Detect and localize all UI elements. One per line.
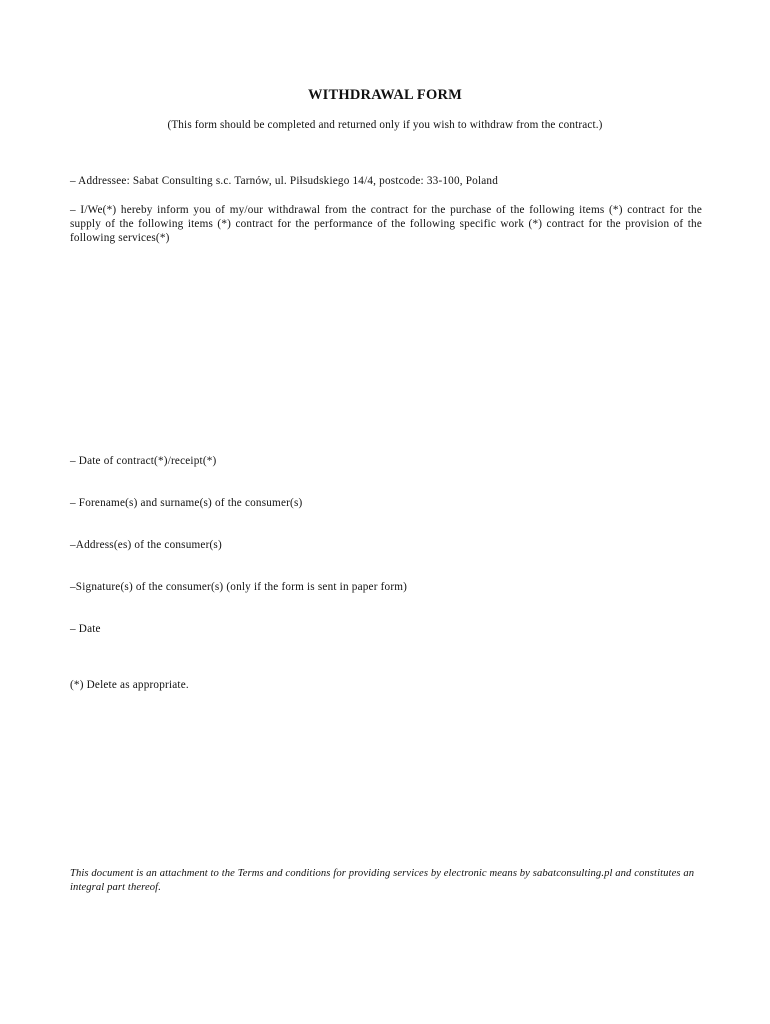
addressee-line: – Addressee: Sabat Consulting s.c. Tarnów, ul. Piłsudskiego 14/4, postcode: 33-100, Poland (70, 175, 499, 187)
footer-note: This document is an attachment to the Terms and conditions for providing services by electronic means by sabatconsulting.pl and constitutes an integral part thereof. (70, 868, 695, 893)
form-subtitle: (This form should be completed and returned only if you wish to withdraw from the contract.) (167, 119, 603, 131)
consumer-address-field: –Address(es) of the consumer(s) (70, 539, 222, 551)
date-of-contract-field: – Date of contract(*)/receipt(*) (70, 455, 217, 467)
consumer-signature-field: –Signature(s) of the consumer(s) (only if the form is sent in paper form) (70, 581, 408, 593)
delete-note: (*) Delete as appropriate. (70, 679, 189, 691)
date-field: – Date (70, 623, 101, 635)
withdrawal-declaration: – I/We(*) hereby inform you of my/our withdrawal from the contract for the purchase of the following items (*) contract for the supply of the following items (*) contract for the performance of the following specific work (*) contract for the provision of the following services(*) (70, 204, 702, 244)
form-title: WITHDRAWAL FORM (307, 87, 463, 103)
consumer-names-field: – Forename(s) and surname(s) of the consumer(s) (70, 497, 303, 509)
